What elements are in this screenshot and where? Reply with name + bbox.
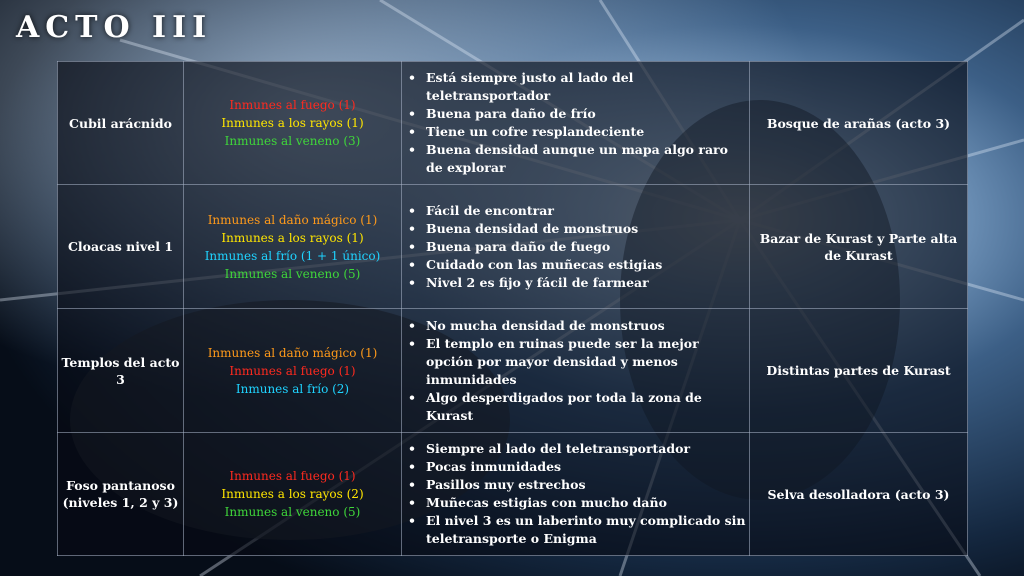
area-location: Bazar de Kurast y Parte alta de Kurast	[750, 185, 968, 309]
list-item: • Buena densidad aunque un mapa algo raro de explorar	[426, 141, 749, 177]
area-name: Cloacas nivel 1	[58, 185, 184, 309]
area-name: Foso pantanoso (niveles 1, 2 y 3)	[58, 433, 184, 556]
list-item: • Algo desperdigados por toda la zona de Kurast	[426, 389, 749, 425]
immunities-cell	[184, 62, 402, 185]
table-row	[58, 62, 968, 185]
immunity-poison: Inmunes al veneno (5)	[224, 505, 361, 519]
notes-list	[402, 317, 749, 425]
immunities-cell	[184, 433, 402, 556]
immunity-magic: Inmunes al daño mágico (1)	[207, 212, 378, 227]
area-name: Templos del acto 3	[58, 309, 184, 433]
table-row	[58, 309, 968, 433]
immunities-cell	[184, 309, 402, 433]
table-row	[58, 185, 968, 309]
list-item: • Muñecas estigias con mucho daño	[426, 494, 749, 512]
immunity-poison: Inmunes al veneno (5)	[224, 266, 361, 281]
list-item: • Buena densidad de monstruos	[426, 220, 749, 238]
immunity-lightning: Inmunes a los rayos (2)	[221, 487, 364, 501]
area-location: Bosque de arañas (acto 3)	[750, 62, 968, 185]
list-item: • Buena para daño de frío	[426, 105, 749, 123]
notes-list	[402, 202, 749, 292]
list-item: • Fácil de encontrar	[426, 202, 749, 220]
table-row	[58, 433, 968, 556]
area-location: Distintas partes de Kurast	[750, 309, 968, 433]
immunity-fire: Inmunes al fuego (1)	[229, 363, 356, 378]
list-item: • Está siempre justo al lado del teletransportador	[426, 69, 749, 105]
immunity-poison: Inmunes al veneno (3)	[224, 134, 361, 148]
areas-table	[57, 61, 968, 556]
notes-cell	[402, 309, 750, 433]
list-item: • Pasillos muy estrechos	[426, 476, 749, 494]
page-title: ACTO III	[16, 10, 213, 45]
notes-list	[402, 440, 749, 548]
immunity-fire: Inmunes al fuego (1)	[229, 469, 356, 483]
area-name: Cubil arácnido	[58, 62, 184, 185]
list-item: • Nivel 2 es fijo y fácil de farmear	[426, 274, 749, 292]
list-item: • Siempre al lado del teletransportador	[426, 440, 749, 458]
notes-cell	[402, 433, 750, 556]
immunity-fire: Inmunes al fuego (1)	[229, 98, 356, 112]
list-item: • El templo en ruinas puede ser la mejor opción por mayor densidad y menos inmunidades	[426, 335, 749, 389]
list-item: • No mucha densidad de monstruos	[426, 317, 749, 335]
immunity-cold: Inmunes al frío (2)	[235, 381, 350, 396]
list-item: • Tiene un cofre resplandeciente	[426, 123, 749, 141]
area-location: Selva desolladora (acto 3)	[750, 433, 968, 556]
list-item: • Cuidado con las muñecas estigias	[426, 256, 749, 274]
notes-list	[402, 69, 749, 177]
immunity-lightning: Inmunes a los rayos (1)	[221, 230, 364, 245]
list-item: • Pocas inmunidades	[426, 458, 749, 476]
immunity-magic: Inmunes al daño mágico (1)	[207, 345, 378, 360]
list-item: • Buena para daño de fuego	[426, 238, 749, 256]
immunities-cell	[184, 185, 402, 309]
immunity-cold: Inmunes al frío (1 + 1 único)	[204, 248, 381, 263]
notes-cell	[402, 185, 750, 309]
immunity-lightning: Inmunes a los rayos (1)	[221, 116, 364, 130]
list-item: • El nivel 3 es un laberinto muy complicado sin teletransporte o Enigma	[426, 512, 749, 548]
notes-cell	[402, 62, 750, 185]
